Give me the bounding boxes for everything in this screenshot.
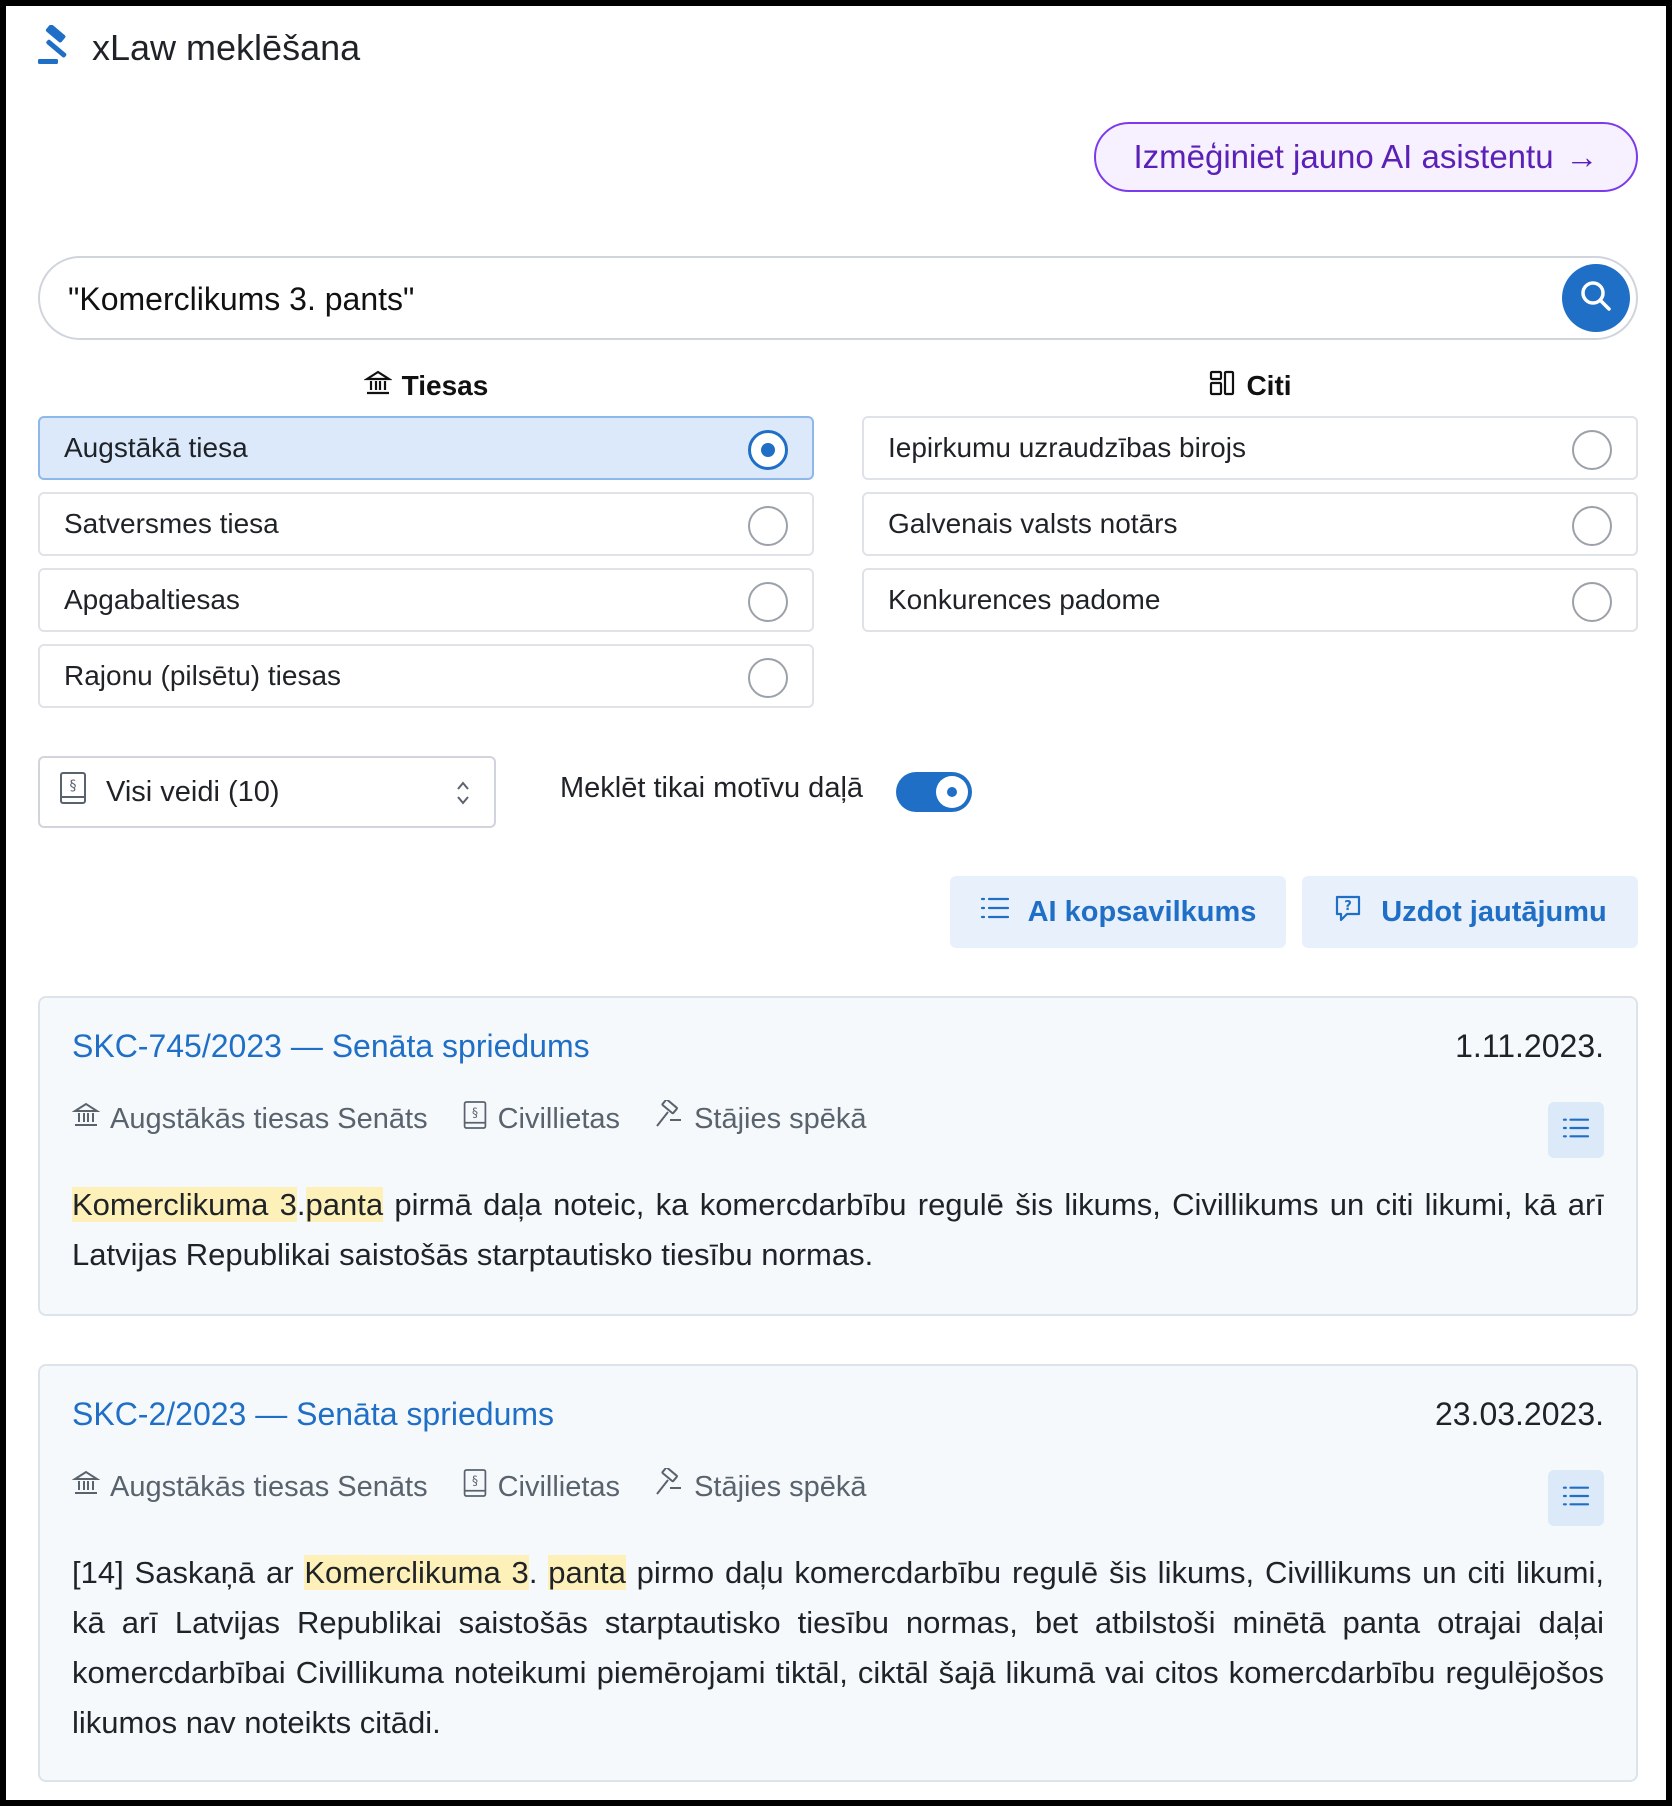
radio[interactable] — [1572, 506, 1612, 546]
option-label: Augstākā tiesa — [64, 432, 248, 463]
option-label: Konkurences padome — [888, 584, 1161, 615]
law-book-icon — [462, 1468, 488, 1506]
chevron-up-down-icon — [454, 778, 472, 816]
result-outline-button[interactable] — [1548, 1102, 1604, 1158]
result-card — [38, 996, 1638, 1316]
bank-icon — [72, 1469, 100, 1505]
radio[interactable] — [748, 506, 788, 546]
court-option-rajonu-tiesas[interactable] — [38, 644, 814, 708]
result-outline-button[interactable] — [1548, 1470, 1604, 1526]
svg-text:§: § — [471, 1473, 478, 1488]
meta-case-type — [462, 1100, 620, 1138]
result-meta — [72, 1100, 867, 1138]
ai-summary-button[interactable] — [950, 876, 1286, 948]
ask-question-button[interactable] — [1302, 876, 1638, 948]
gavel-icon — [36, 25, 78, 72]
meta-status-text: Stājies spēkā — [694, 1470, 867, 1503]
result-snippet — [72, 1548, 1604, 1748]
radio[interactable] — [748, 582, 788, 622]
meta-court — [72, 1101, 428, 1137]
meta-status — [654, 1100, 867, 1138]
motive-toggle-label: Meklēt tikai motīvu daļā — [560, 772, 864, 804]
snippet-text: pirmo daļu komercdarbību regulē šis likums, Civillikums un citi likumi, kā arī Latvijas Republikai saistošās starptautisko tiesību normas, bet atbilstoši minētā panta otrajai daļai komercdarbībai Civillikuma noteikumi piemērojami tiktāl, ciktāl šajā likumā vai citos komercdarbību regulējošos likumos nav noteikts citādi. — [72, 1555, 1604, 1740]
gavel-icon — [654, 1100, 684, 1138]
snippet-text: pirmā daļa noteic, ka komercdarbību regulē šis likums, Civillikums un citi likumi, kā arī Latvijas Republikai saistošās starptautisko tiesību normas. — [72, 1187, 1604, 1272]
meta-status-text: Stājies spēkā — [694, 1102, 867, 1135]
result-meta — [72, 1468, 867, 1506]
other-option-konkurences-padome[interactable] — [862, 568, 1638, 632]
list-icon — [1562, 1484, 1590, 1513]
radio[interactable] — [748, 658, 788, 698]
option-label: Rajonu (pilsētu) tiesas — [64, 660, 342, 691]
snippet-highlight: Komerclikuma 3 — [72, 1187, 297, 1222]
snippet-highlight: panta — [305, 1187, 384, 1222]
ai-assistant-button[interactable] — [1094, 122, 1638, 192]
result-title-link[interactable]: SKC-2/2023 — Senāta spriedums — [72, 1396, 555, 1432]
dashboard-icon — [1208, 369, 1236, 404]
search-button[interactable] — [1562, 264, 1630, 332]
ask-question-label: Uzdot jautājumu — [1381, 895, 1607, 928]
app-header — [36, 22, 360, 74]
toggle-knob — [936, 776, 968, 808]
type-select-value: Visi veidi (10) — [106, 775, 280, 808]
motive-toggle[interactable] — [896, 772, 972, 812]
search-input[interactable] — [68, 272, 1508, 326]
snippet-text: [14] Saskaņā ar — [72, 1555, 305, 1590]
question-bubble-icon — [1333, 893, 1363, 931]
snippet-highlight: panta — [548, 1555, 626, 1590]
court-option-apgabaltiesas[interactable] — [38, 568, 814, 632]
search-bar — [38, 256, 1638, 340]
radio[interactable] — [1572, 430, 1612, 470]
list-icon — [980, 895, 1010, 929]
arrow-right-icon: → — [1565, 138, 1599, 175]
result-date: 1.11.2023. — [1455, 1028, 1604, 1064]
option-label: Galvenais valsts notārs — [888, 508, 1178, 539]
gavel-icon — [654, 1468, 684, 1506]
meta-case-type-text: Civillietas — [497, 1470, 621, 1503]
bank-icon — [364, 369, 392, 404]
option-label: Apgabaltiesas — [64, 584, 240, 615]
others-group-header — [862, 366, 1638, 406]
search-icon — [1578, 278, 1614, 319]
ai-assistant-label: Izmēģiniet jauno AI asistentu — [1133, 138, 1554, 175]
list-icon — [1562, 1116, 1590, 1145]
courts-group-title: Tiesas — [401, 370, 489, 401]
meta-court — [72, 1469, 428, 1505]
snippet-highlight: Komerclikuma 3 — [304, 1555, 529, 1590]
others-group-title: Citi — [1246, 370, 1292, 401]
meta-court-text: Augstākās tiesas Senāts — [110, 1102, 428, 1135]
law-book-icon — [58, 771, 88, 813]
result-date: 23.03.2023. — [1434, 1396, 1604, 1432]
option-label: Satversmes tiesa — [64, 508, 279, 539]
meta-case-type-text: Civillietas — [497, 1102, 621, 1135]
meta-status — [654, 1468, 867, 1506]
snippet-text: . — [296, 1187, 306, 1222]
court-option-satversmes-tiesa[interactable] — [38, 492, 814, 556]
bank-icon — [72, 1101, 100, 1137]
svg-text:§: § — [471, 1105, 478, 1120]
radio-selected[interactable] — [748, 430, 788, 470]
radio[interactable] — [1572, 582, 1612, 622]
meta-court-text: Augstākās tiesas Senāts — [110, 1470, 428, 1503]
result-snippet — [72, 1180, 1604, 1280]
court-option-augstaka-tiesa[interactable] — [38, 416, 814, 480]
other-option-notars[interactable] — [862, 492, 1638, 556]
result-card — [38, 1364, 1638, 1782]
meta-case-type — [462, 1468, 620, 1506]
other-option-iub[interactable] — [862, 416, 1638, 480]
law-book-icon — [462, 1100, 488, 1138]
svg-text:§: § — [69, 778, 77, 794]
option-label: Iepirkumu uzraudzības birojs — [888, 432, 1246, 463]
snippet-text: . — [528, 1555, 549, 1590]
app-title: xLaw meklēšana — [92, 27, 361, 68]
ai-summary-label: AI kopsavilkums — [1027, 895, 1257, 928]
courts-group-header — [38, 366, 814, 406]
svg-text:?: ? — [1344, 899, 1352, 914]
result-title-link[interactable]: SKC-745/2023 — Senāta spriedums — [72, 1028, 590, 1064]
type-select[interactable] — [38, 756, 496, 828]
